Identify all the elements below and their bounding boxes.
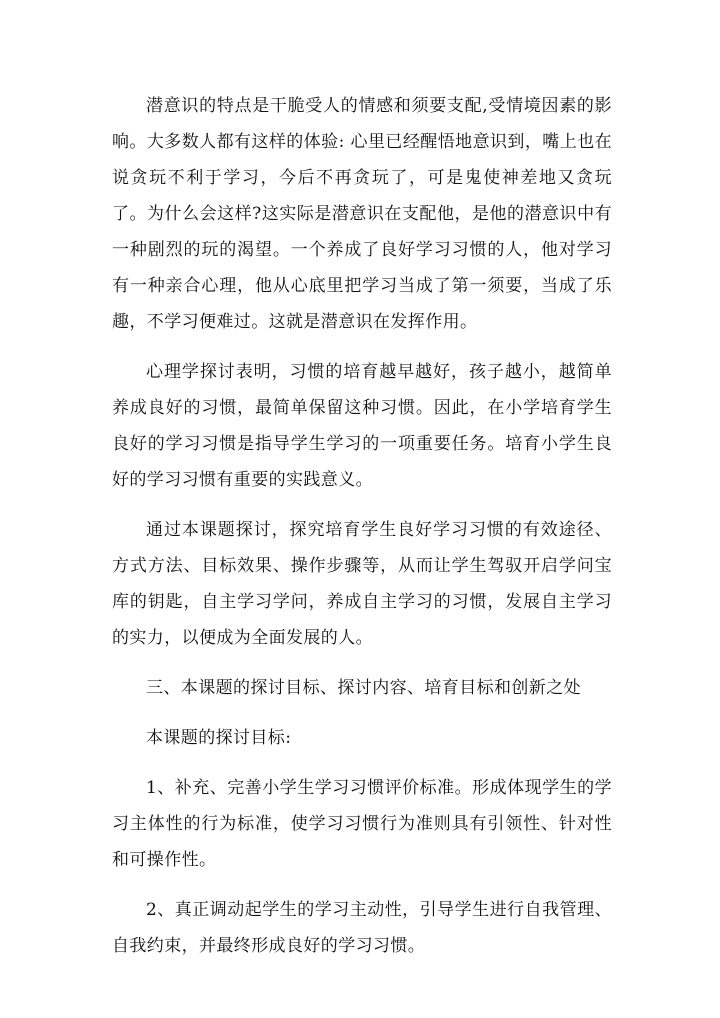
goal-item-1: 1、补充、完善小学生学习习惯评价标准。形成体现学生的学习主体性的行为标准，使学习习惯行为准则具有引领性、针对性和可操作性。 — [112, 778, 612, 870]
paragraph-subconscious: 潜意识的特点是干脆受人的情感和须要支配,受情境因素的影响。大多数人都有这样的体验: 心里已经醒悟地意识到，嘴上也在说贪玩不利于学习，今后不再贪玩了，可是鬼使神差地又贪玩了。为什么会这样?这实际是潜意识在支配他，是他的潜意识中有一种剧烈的玩的渴望。一个养成了良好学习习惯的人，他对学习有一种亲合心理，他从心底里把学习当成了第一须要，当成了乐趣，不学习便难过。这就是潜意识在发挥作用。 — [112, 96, 612, 332]
document-body — [112, 88, 612, 964]
subheading-goals: 本课题的探讨目标: — [146, 728, 292, 748]
paragraph-project-purpose: 通过本课题探讨，探究培育学生良好学习习惯的有效途径、方式方法、目标效果、操作步骤等，从而让学生驾驭开启学问宝库的钥匙，自主学习学问，养成自主学习的习惯，发展自主学习的实力，以便成为全面发展的人。 — [112, 520, 612, 648]
section-heading: 三、本课题的探讨目标、探讨内容、培育目标和创新之处 — [146, 678, 581, 698]
paragraph-psychology-research: 心理学探讨表明，习惯的培育越早越好，孩子越小，越简单养成良好的习惯，最简单保留这种习惯。因此，在小学培育学生良好的学习习惯是指导学生学习的一项重要任务。培育小学生良好的学习习惯有重要的实践意义。 — [112, 362, 612, 490]
goal-item-2: 2、真正调动起学生的学习主动性，引导学生进行自我管理、自我约束，并最终形成良好的学习习惯。 — [112, 900, 612, 956]
